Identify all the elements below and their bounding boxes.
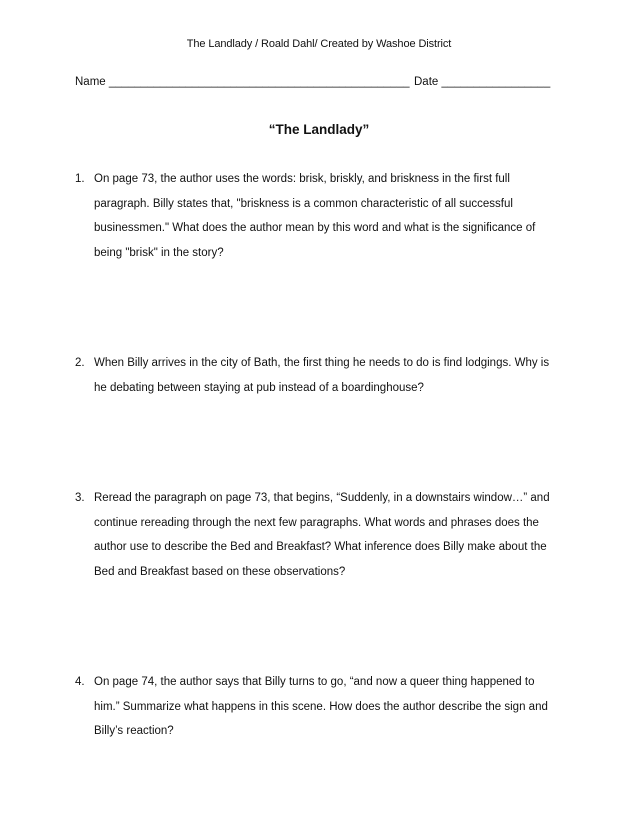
question-number: 4. <box>75 676 85 688</box>
question-number: 1. <box>75 173 85 185</box>
worksheet-title: “The Landlady” <box>268 122 370 137</box>
question-text: On page 73, the author uses the words: brisk, briskly, and briskness in the first full paragraph. Billy states that, "briskness is a common characteristic of all successful businessmen." What does the author mean by this word and what is the significance of being "brisk" in the story? <box>94 173 536 259</box>
page-header: The Landlady / Roald Dahl/ Created by Washoe District <box>186 38 452 50</box>
name-date-row <box>75 76 551 88</box>
question-3 <box>75 486 555 584</box>
question-1 <box>75 167 555 265</box>
date-line[interactable]: _________________ <box>441 76 551 88</box>
question-number: 2. <box>75 357 85 369</box>
question-text: Reread the paragraph on page 73, that begins, “Suddenly, in a downstairs window…” and continue rereading through the next few paragraphs. What words and phrases does the author use to describe the Bed and Breakfast? What inference does Billy make about the Bed and Breakfast based on these observations? <box>94 492 550 578</box>
question-text: On page 74, the author says that Billy turns to go, “and now a queer thing happened to him.” Summarize what happens in this scene. How does the author describe the sign and Billy’s reaction? <box>94 676 548 737</box>
date-label: Date <box>414 76 439 88</box>
name-line[interactable]: _______________________________________________ <box>108 76 410 88</box>
question-2 <box>75 351 555 400</box>
question-number: 3. <box>75 492 85 504</box>
question-text: When Billy arrives in the city of Bath, the first thing he needs to do is find lodgings. Why is he debating between staying at pub instead of a boardinghouse? <box>94 357 550 394</box>
question-4 <box>75 670 555 744</box>
date-field <box>414 76 550 88</box>
name-label: Name <box>75 76 106 88</box>
